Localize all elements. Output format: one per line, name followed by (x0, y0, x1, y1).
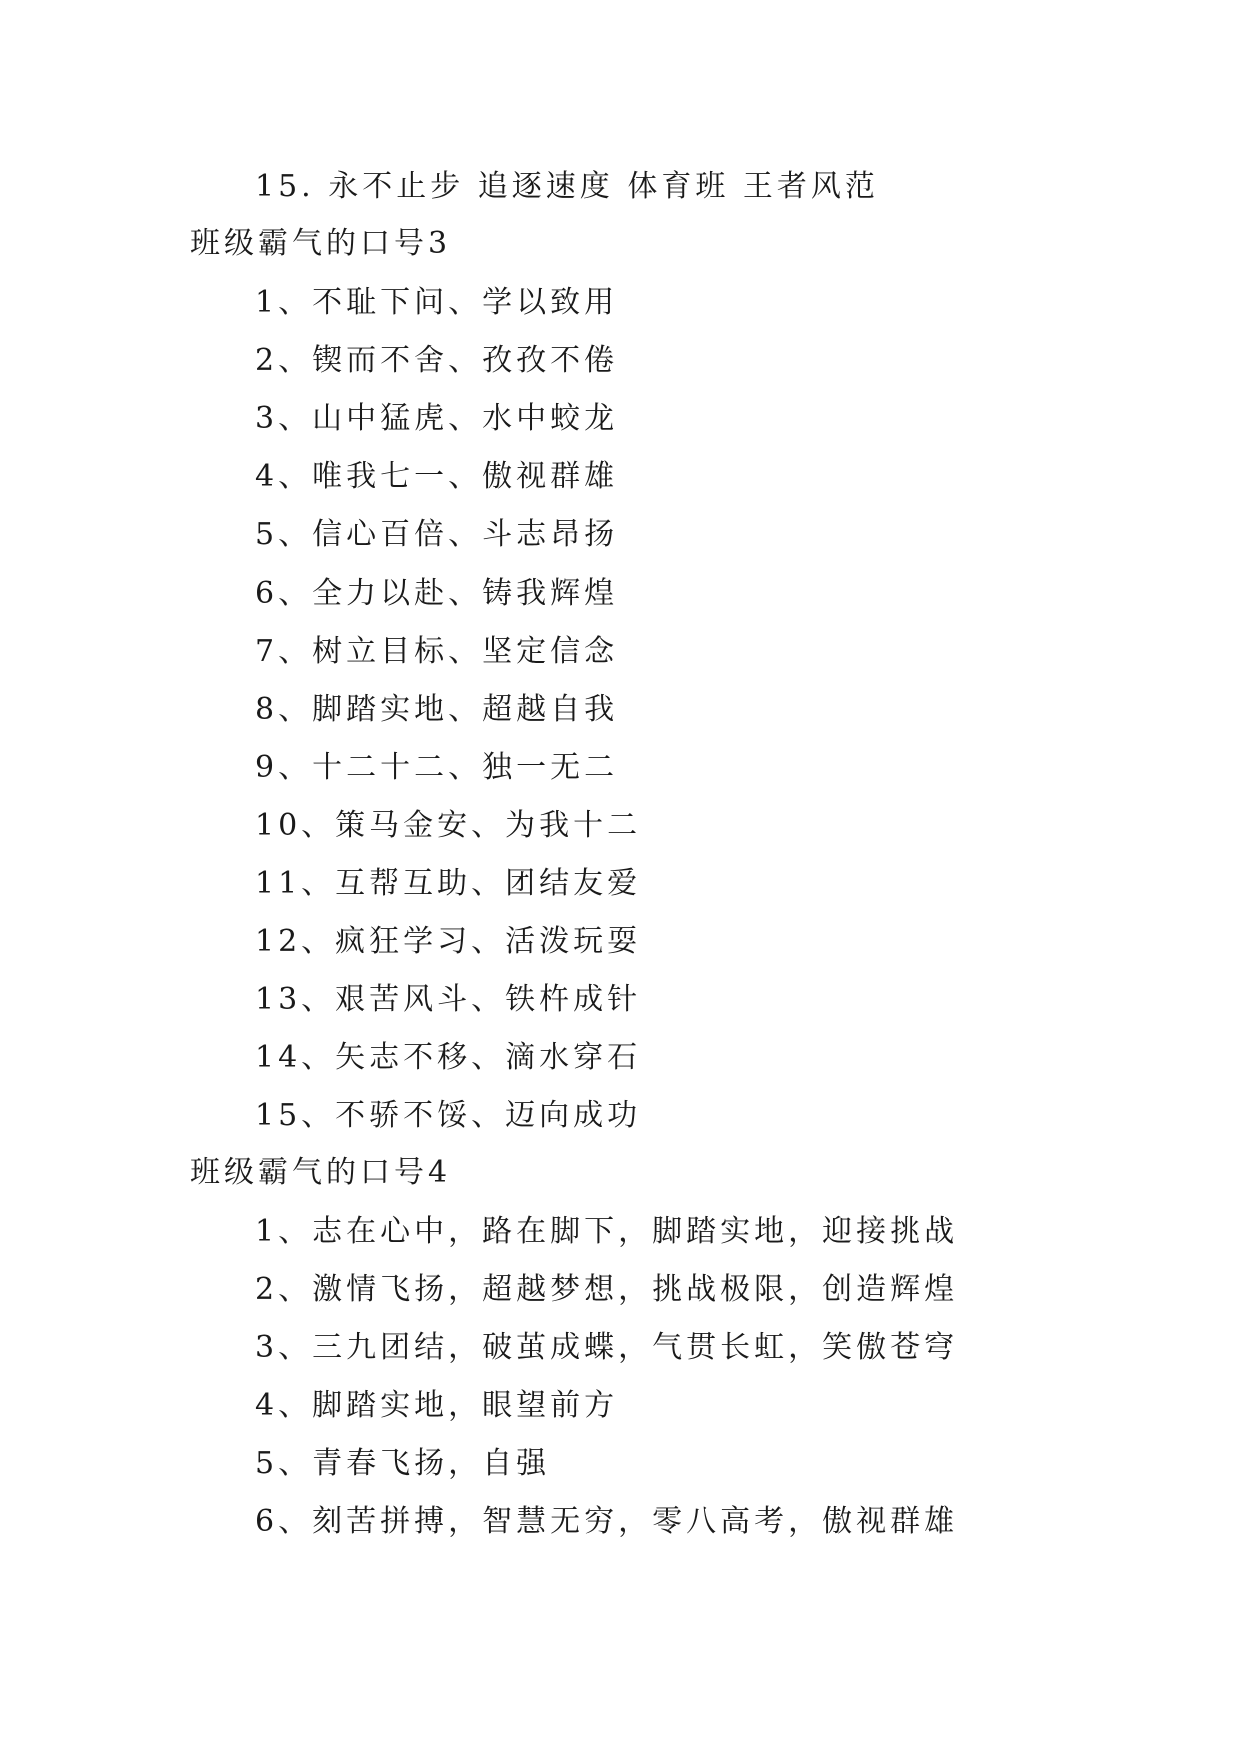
section-heading-3: 班级霸气的口号3 (190, 226, 452, 261)
slogan-line-8: 8、脚踏实地、超越自我 (255, 692, 619, 727)
slogan-line-9: 9、十二十二、独一无二 (255, 750, 619, 785)
slogan-line-5: 5、信心百倍、斗志昂扬 (255, 517, 619, 552)
slogan-line-7: 7、树立目标、坚定信念 (255, 634, 619, 669)
slogan-line-2: 2、锲而不舍、孜孜不倦 (255, 343, 619, 378)
slogan-line-11: 11、互帮互助、团结友爱 (255, 866, 642, 901)
slogan-line-15: 15、不骄不馁、迈向成功 (255, 1098, 642, 1133)
slogan-line-4: 4、脚踏实地，眼望前方 (255, 1388, 619, 1423)
slogan-line-1: 1、不耻下问、学以致用 (255, 285, 619, 320)
slogan-line-6: 6、刻苦拼搏，智慧无穷，零八高考，傲视群雄 (255, 1504, 959, 1539)
slogan-line-13: 13、艰苦风斗、铁杵成针 (255, 982, 642, 1017)
slogan-line-14: 14、矢志不移、滴水穿石 (255, 1040, 642, 1075)
slogan-line-12: 12、疯狂学习、活泼玩耍 (255, 924, 642, 959)
slogan-line-3: 3、山中猛虎、水中蛟龙 (255, 401, 619, 436)
slogan-line-5: 5、青春飞扬，自强 (255, 1446, 551, 1481)
slogan-line-4: 4、唯我七一、傲视群雄 (255, 459, 619, 494)
slogan-line-3: 3、三九团结，破茧成蝶，气贯长虹，笑傲苍穹 (255, 1330, 959, 1365)
section-heading-4: 班级霸气的口号4 (190, 1155, 452, 1190)
slogan-line-2: 2、激情飞扬，超越梦想，挑战极限，创造辉煌 (255, 1272, 959, 1307)
slogan-line-15: 15. 永不止步 追逐速度 体育班 王者风范 (255, 169, 879, 204)
slogan-line-1: 1、志在心中，路在脚下，脚踏实地，迎接挑战 (255, 1214, 959, 1249)
slogan-line-10: 10、策马金安、为我十二 (255, 808, 642, 843)
slogan-line-6: 6、全力以赴、铸我辉煌 (255, 576, 619, 611)
